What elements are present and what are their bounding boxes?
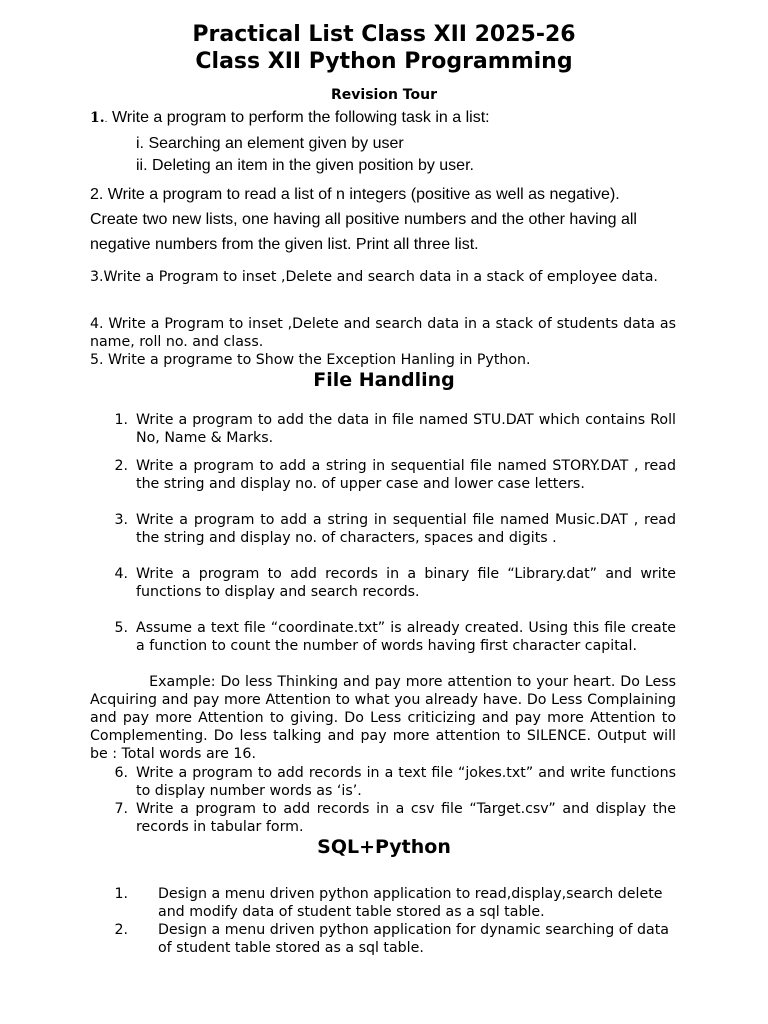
title-line-1: Practical List Class XII 2025-26 <box>192 22 576 47</box>
sql-item-1-number: 1. <box>114 886 128 902</box>
section-subtitle-revision-tour: Revision Tour <box>331 87 437 103</box>
fh-item-7-number: 7. <box>114 801 128 817</box>
fh-item-5-text: Assume a text file “coordinate.txt” is already created. Using this file create a function to count the number of words having first character capital. <box>136 620 676 654</box>
fh-item-5-number: 5. <box>114 620 128 636</box>
fh-item-3-number: 3. <box>114 512 128 528</box>
q1-line <box>90 109 490 127</box>
fh-item-4-number: 4. <box>114 566 128 582</box>
q4-text: 4. Write a Program to inset ,Delete and search data in a stack of students data as name, roll no. and class. <box>90 316 676 350</box>
fh-example-paragraph: Example: Do less Thinking and pay more attention to your heart. Do Less Acquiring and pay more Attention to what you already have. Do Less Complaining and pay more Attention to giving. Do Less criticizing and pay more Attention to Complementing. Do less talking and pay more attention to SILENCE. Output will be : Total words are 16. <box>90 674 681 762</box>
fh-item-2-number: 2. <box>114 458 128 474</box>
q5-text: 5. Write a programe to Show the Exception Hanling in Python. <box>90 352 531 368</box>
title-line-2: Class XII Python Programming <box>195 49 573 74</box>
q1-sub-ii: ii. Deleting an item in the given position by user. <box>136 157 474 174</box>
heading-sql-python: SQL+Python <box>317 836 451 858</box>
fh-item-1-number: 1. <box>114 412 128 428</box>
sql-item-2-text: Design a menu driven python application for dynamic searching of data of student table stored as a sql table. <box>158 922 669 956</box>
q1-sub-i: i. Searching an element given by user <box>136 135 404 152</box>
sql-item-1-text: Design a menu driven python application to read,display,search delete and modify data of student table stored as a sql table. <box>158 886 663 920</box>
q2-line-3: negative numbers from the given list. Print all three list. <box>90 236 479 253</box>
fh-item-4-text: Write a program to add records in a binary file “Library.dat” and write functions to display and search records. <box>136 566 676 600</box>
fh-item-1-text: Write a program to add the data in file named STU.DAT which contains Roll No, Name & Marks. <box>136 412 676 446</box>
fh-item-3-text: Write a program to add a string in sequential file named Music.DAT , read the string and display no. of characters, spaces and digits . <box>136 512 676 546</box>
q3-text: 3.Write a Program to inset ,Delete and search data in a stack of employee data. <box>90 269 658 285</box>
q2-line-1: 2. Write a program to read a list of n integers (positive as well as negative). <box>90 186 620 203</box>
fh-item-7-text: Write a program to add records in a csv file “Target.csv” and display the records in tabular form. <box>136 801 676 835</box>
fh-item-6-number: 6. <box>114 765 128 781</box>
q1-dot: . <box>104 115 108 125</box>
q1-text: Write a program to perform the following task in a list: <box>107 109 490 126</box>
fh-item-2-text: Write a program to add a string in sequential file named STORY.DAT , read the string and display no. of upper case and lower case letters. <box>136 458 676 492</box>
fh-item-6-text: Write a program to add records in a text file “jokes.txt” and write functions to display number words as ‘is’. <box>136 765 676 799</box>
q2-line-2: Create two new lists, one having all positive numbers and the other having all <box>90 211 637 228</box>
heading-file-handling: File Handling <box>313 369 455 391</box>
q1-number: 1. <box>90 110 105 126</box>
sql-item-2-number: 2. <box>114 922 128 938</box>
